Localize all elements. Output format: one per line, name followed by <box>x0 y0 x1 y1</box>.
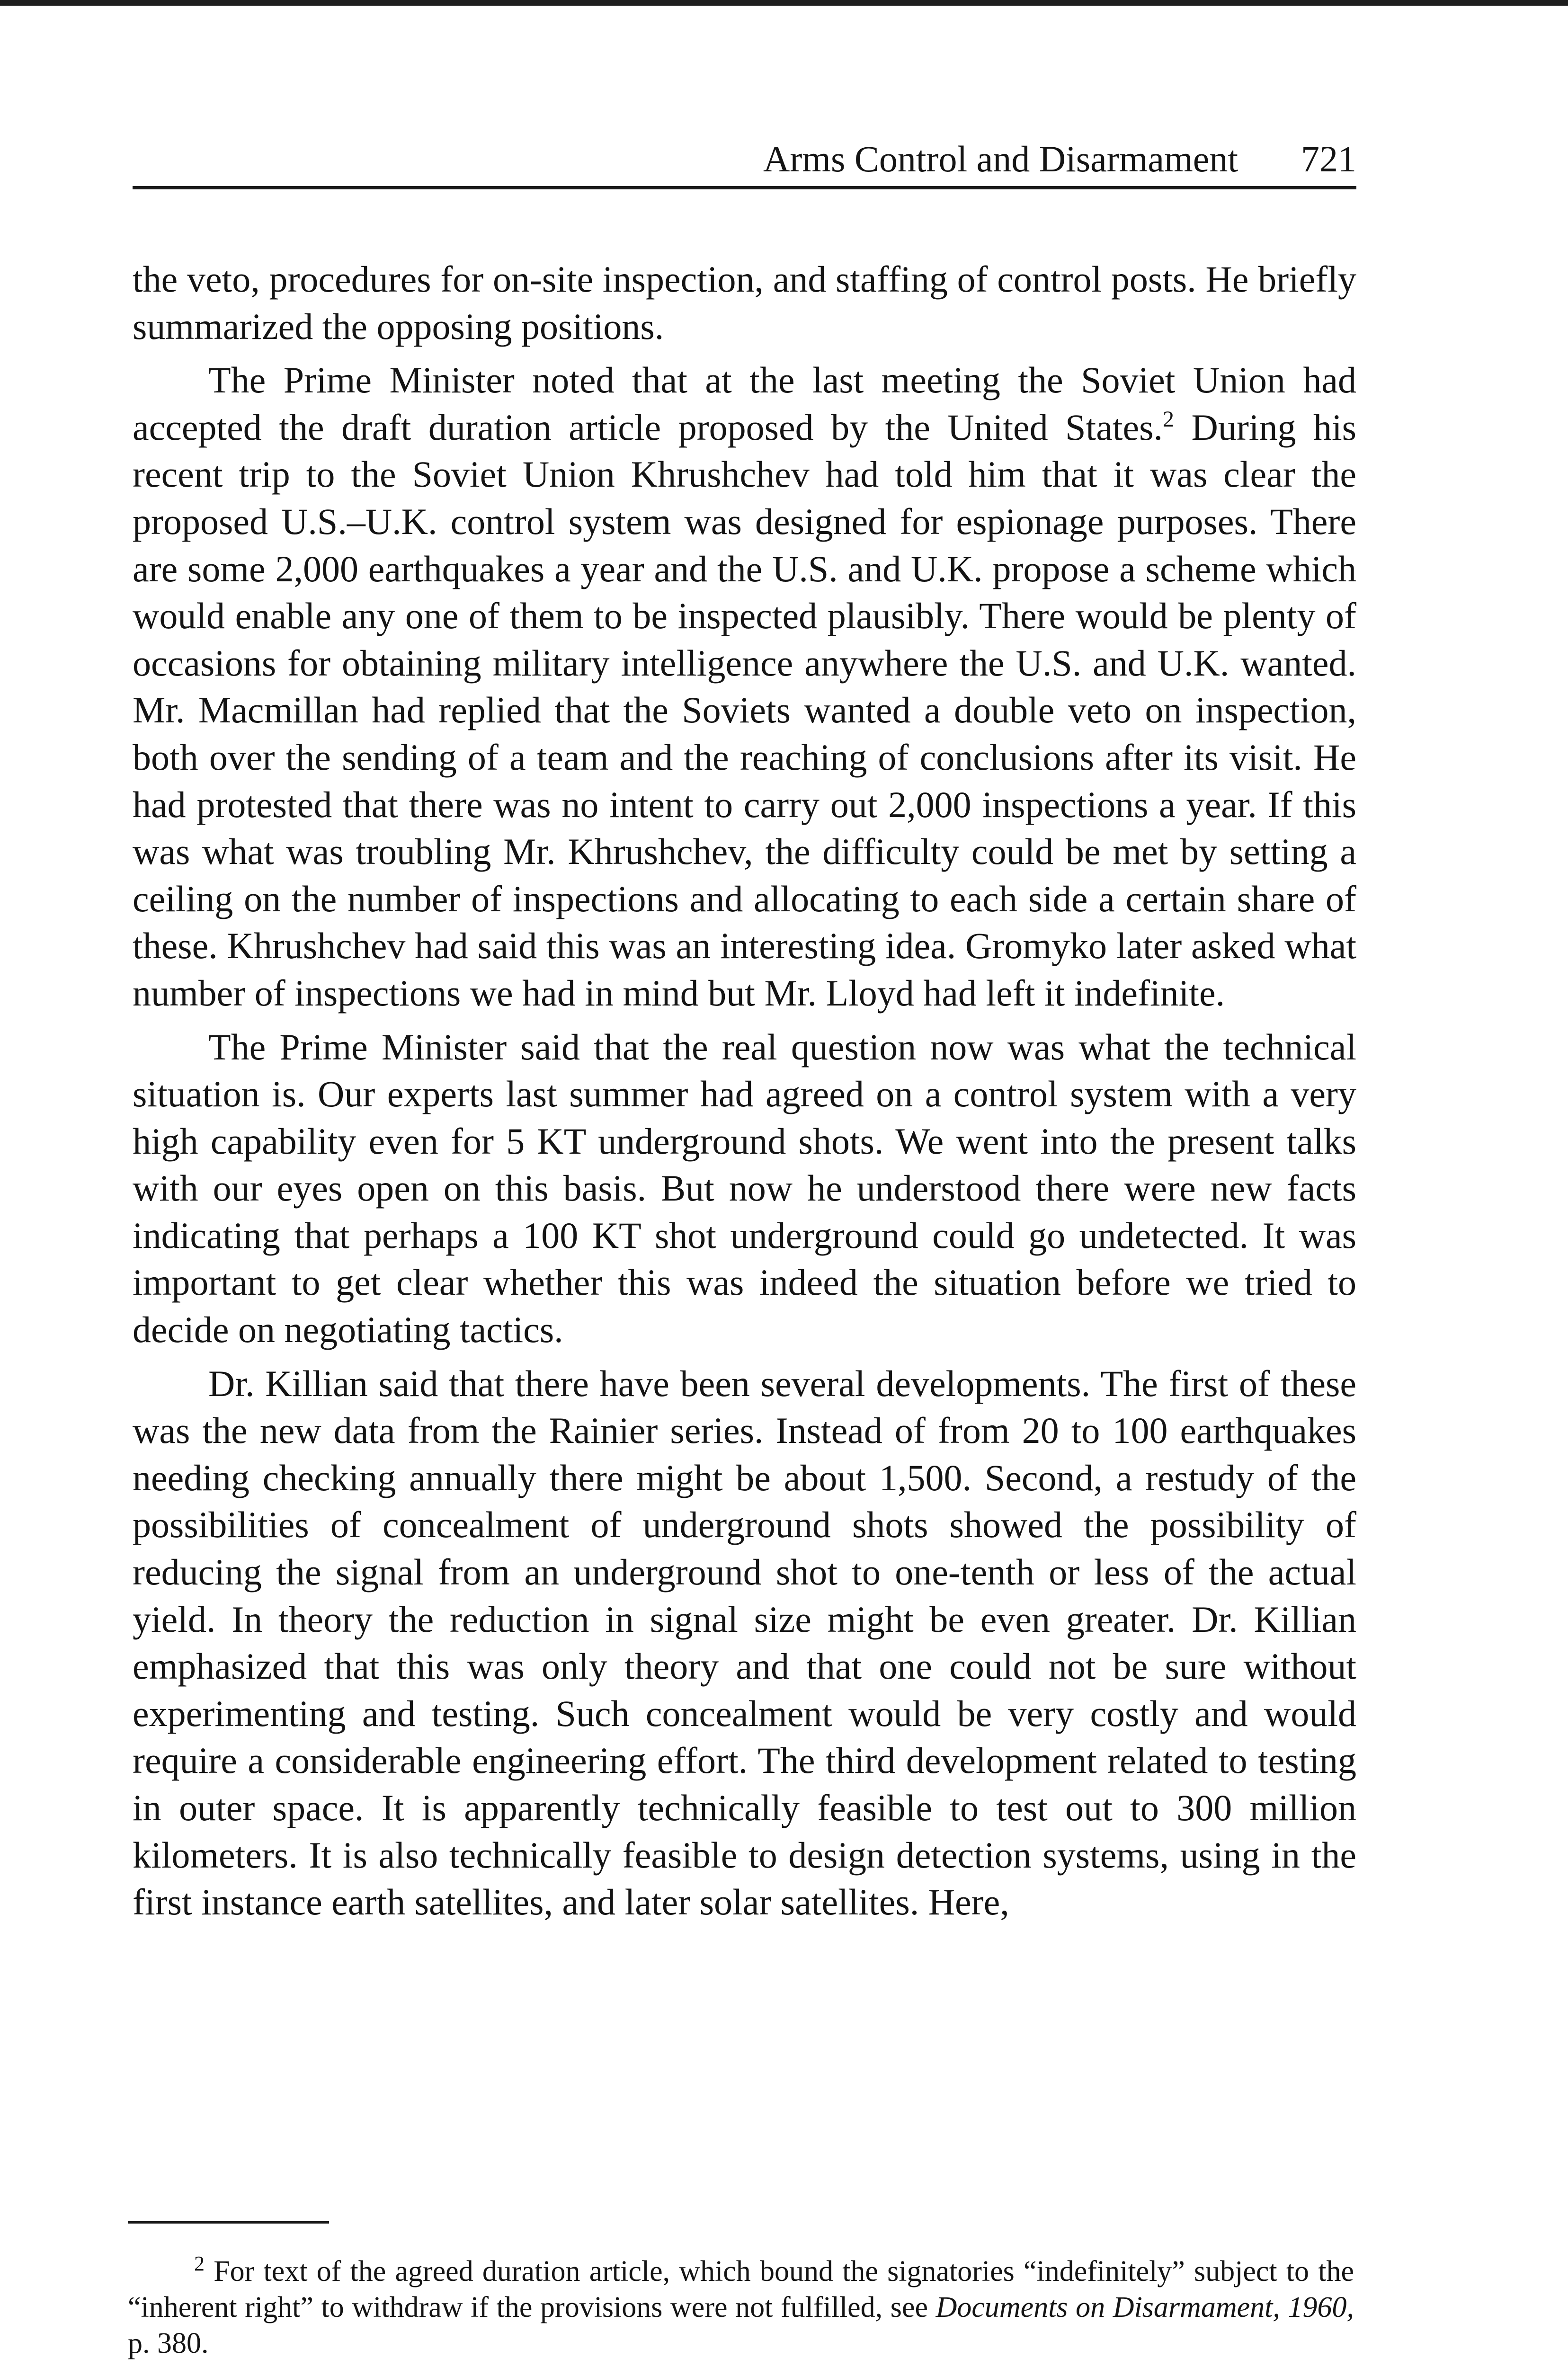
paragraph-2-text-a: The Prime Minister noted that at the last meeting the Soviet Union had accepted the draft duration article proposed by the United States. <box>133 359 1356 448</box>
footnote-text-after: p. 380. <box>128 2327 209 2359</box>
footnote-divider <box>128 2221 329 2224</box>
footnote-text-before: For text of the agreed duration article, which bound the signatories “indefinitely” subject to the “inherent right” to withdraw if the provisions were not fulfilled, see <box>128 2255 1354 2323</box>
paragraph-2 <box>133 356 1356 1016</box>
footnote-number: 2 <box>194 2252 205 2275</box>
paragraph-4: Dr. Killian said that there have been several developments. The first of these was the new data from the Rainier series. Instead of from 20 to 100 earthquakes needing checking annually there might be about 1,500. Second, a restudy of the possibilities of concealment of underground shots showed the possibility of reducing the signal from an underground shot to one-tenth or less of the actual yield. In theory the reduction in signal size might be even greater. Dr. Killian emphasized that this was only theory and that one could not be sure without experimenting and testing. Such concealment would be very costly and would require a considerable engineering effort. The third development related to testing in outer space. It is apparently technically feasible to test out to 300 million kilometers. It is also technically feasible to design detection systems, using in the first instance earth satellites, and later solar satellites. Here, <box>133 1362 1356 1923</box>
body-text <box>133 256 1356 1926</box>
footnote-source-title: Documents on Disarmament, 1960, <box>935 2291 1354 2323</box>
page-scan-edge <box>0 0 1568 6</box>
paragraph-1: the veto, procedures for on-site inspection, and staffing of control posts. He briefly summarized the opposing positions. <box>133 258 1356 347</box>
running-head-title: Arms Control and Disarmament <box>763 138 1238 179</box>
paragraph-2-text-b: During his recent trip to the Soviet Union Khrushchev had told him that it was clear the proposed U.S.–U.K. control system was designed for espionage purposes. There are some 2,000 earthquakes a year and the U.S. and U.K. propose a scheme which would enable any one of them to be inspected plausibly. There would be plenty of occasions for obtaining military intelligence anywhere the U.S. and U.K. wanted. Mr. Macmillan had replied that the Soviets wanted a double veto on inspection, both over the sending of a team and the reaching of conclusions after its visit. He had protested that there was no intent to carry out 2,000 inspections a year. If this was what was troubling Mr. Khrushchev, the difficulty could be met by setting a ceiling on the number of inspections and allocating to each side a certain share of these. Khrushchev had said this was an interesting idea. Gromyko later asked what number of inspections we had in mind but Mr. Lloyd had left it indefinite. <box>133 406 1357 1014</box>
running-head <box>133 128 1356 189</box>
paragraph-3: The Prime Minister said that the real question now was what the technical situation is. Our experts last summer had agreed on a control system with a very high capability even for 5 KT underground shots. We went into the present talks with our eyes open on this basis. But now he understood there were new facts indicating that perhaps a 100 KT shot underground could go undetected. It was important to get clear whether this was indeed the situation before we tried to decide on negotiating tactics. <box>133 1026 1356 1351</box>
footnote <box>128 2253 1354 2361</box>
footnote-reference[interactable]: 2 <box>1163 406 1174 432</box>
page-number: 721 <box>1301 138 1356 179</box>
